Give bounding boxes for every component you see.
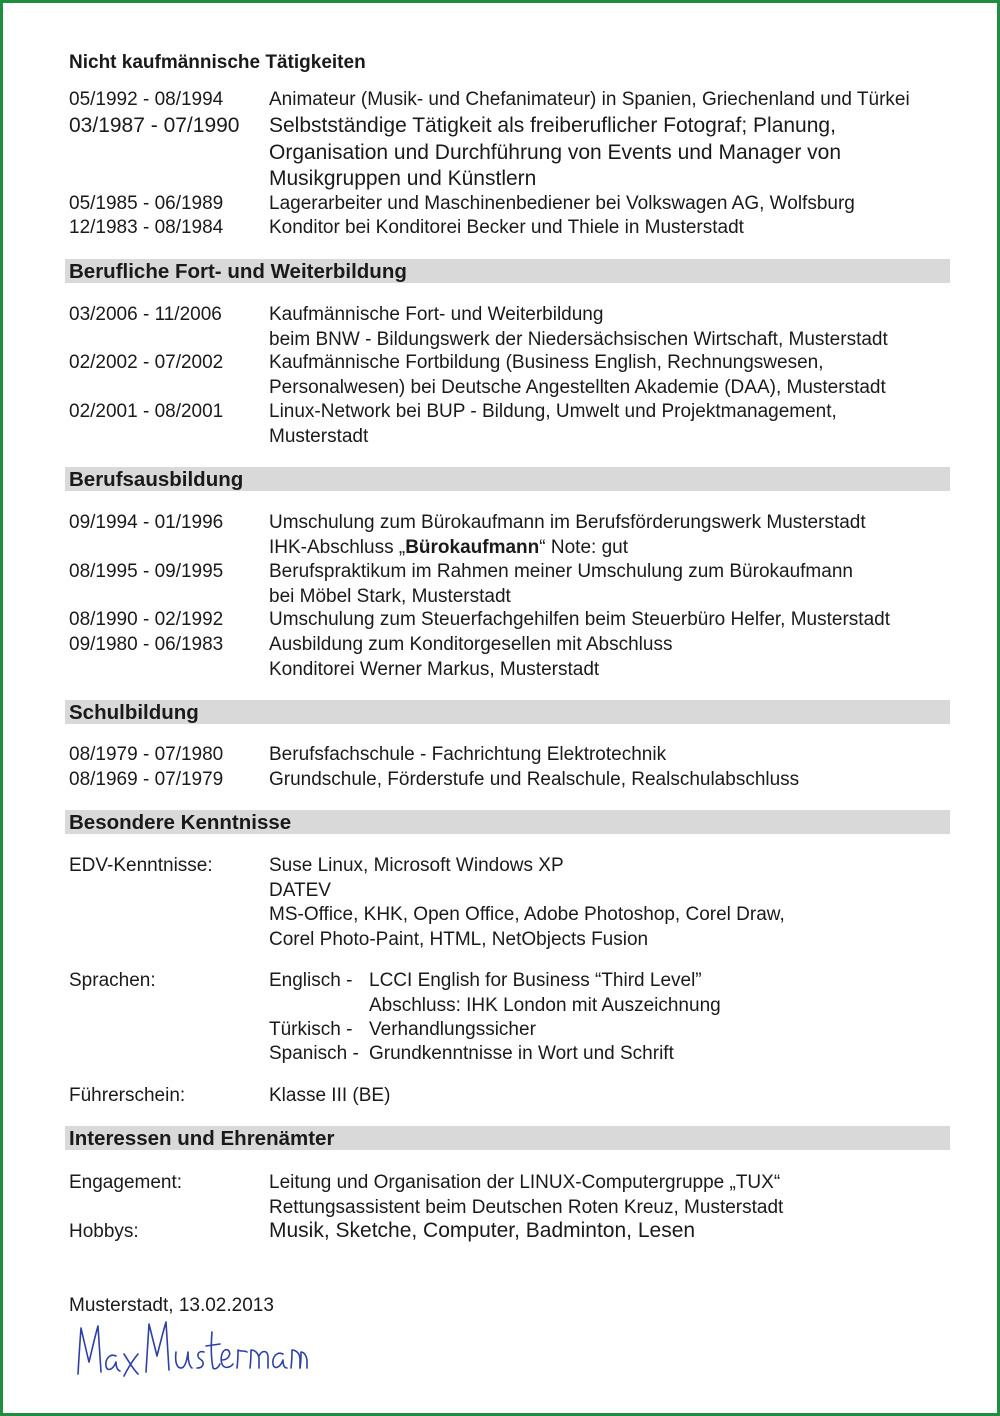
entry-line: Berufsfachschule - Fachrichtung Elektrotechnik: [269, 744, 667, 765]
edv-desc: [269, 854, 949, 952]
entry-line: Organisation und Durchführung von Events und Manager von: [269, 140, 842, 164]
edv-line: DATEV: [269, 879, 331, 901]
entry-line: beim BNW - Bildungswerk der Niedersächsischen Wirtschaft, Musterstadt: [269, 328, 888, 350]
entry-line: Kaufmännische Fortbildung (Business English, Rechnungswesen,: [269, 352, 824, 373]
entry-desc: [269, 633, 949, 682]
engagement-line: Leitung und Organisation der LINUX-Computergruppe „TUX“: [269, 1172, 781, 1193]
entry-desc: [269, 88, 949, 113]
language-line: Verhandlungssicher: [369, 1019, 536, 1040]
language-name: Englisch -: [269, 970, 353, 991]
ihk-suffix: “ Note: gut: [539, 536, 628, 558]
entry-line: bei Möbel Stark, Musterstadt: [269, 585, 511, 607]
entry-line: Umschulung zum Bürokaufmann im Berufsförderungswerk Musterstadt: [269, 512, 866, 533]
entry-line: Ausbildung zum Konditorgesellen mit Abschluss: [269, 634, 673, 655]
place-date: Musterstadt, 13.02.2013: [69, 1295, 274, 1316]
engagement-label: Engagement:: [69, 1172, 183, 1193]
entry-desc: [269, 511, 949, 560]
fuehrerschein-desc: [269, 1084, 949, 1109]
language-line: Abschluss: IHK London mit Auszeichnung: [369, 994, 721, 1016]
entry-desc: [269, 768, 949, 793]
entry-line: Konditorei Werner Markus, Musterstadt: [269, 658, 600, 680]
section-header-ausbildung: [65, 467, 950, 491]
engagement-line: Rettungsassistent beim Deutschen Roten Kreuz, Musterstadt: [269, 1196, 784, 1218]
ihk-prefix: IHK-Abschluss „: [269, 536, 406, 558]
entry-line: Umschulung zum Steuerfachgehilfen beim Steuerbüro Helfer, Musterstadt: [269, 609, 890, 630]
entry-date: 09/1980 - 06/1983: [69, 634, 224, 655]
section-header-fortbildung: [65, 259, 950, 283]
entry-desc: [269, 560, 949, 609]
section-title: Besondere Kenntnisse: [69, 811, 292, 834]
entry-desc: [269, 216, 949, 241]
entry-date: 08/1990 - 02/1992: [69, 609, 224, 630]
edv-line: Suse Linux, Microsoft Windows XP: [269, 855, 564, 876]
language-desc: [369, 969, 721, 1018]
entry-line: Kaufmännische Fort- und Weiterbildung: [269, 304, 604, 325]
entry-date: 05/1992 - 08/1994: [69, 89, 224, 110]
entry-line: Musterstadt: [269, 425, 369, 447]
language-desc: [369, 1042, 674, 1067]
engagement-desc: [269, 1171, 949, 1220]
language-name: Spanisch -: [269, 1043, 359, 1064]
entry-date: 03/1987 - 07/1990: [69, 114, 240, 137]
section-title: Berufsausbildung: [69, 468, 244, 491]
section-title-nicht-kaufm: Nicht kaufmännische Tätigkeiten: [69, 52, 366, 73]
language-line: Grundkenntnisse in Wort und Schrift: [369, 1043, 674, 1064]
entry-line: Musikgruppen und Künstlern: [269, 167, 537, 190]
ihk-line: [269, 536, 949, 561]
language-line: LCCI English for Business “Third Level”: [369, 970, 702, 991]
section-title: Schulbildung: [69, 701, 199, 724]
entry-line: Animateur (Musik- und Chefanimateur) in Spanien, Griechenland und Türkei: [269, 89, 910, 110]
entry-desc: [269, 303, 949, 352]
edv-line: Corel Photo-Paint, HTML, NetObjects Fusion: [269, 928, 649, 950]
section-title: Berufliche Fort- und Weiterbildung: [69, 260, 407, 283]
language-desc: [369, 1018, 536, 1043]
entry-desc: [269, 192, 949, 217]
language-name: Türkisch -: [269, 1019, 353, 1040]
entry-desc: [269, 743, 949, 768]
hobbys-value: Musik, Sketche, Computer, Badminton, Lesen: [269, 1219, 696, 1242]
entry-date: 03/2006 - 11/2006: [69, 304, 222, 325]
entry-line: Personalwesen) bei Deutsche Angestellten Akademie (DAA), Musterstadt: [269, 376, 886, 398]
ihk-bold: Bürokaufmann: [405, 536, 540, 558]
entry-line: Lagerarbeiter und Maschinenbediener bei Volkswagen AG, Wolfsburg: [269, 193, 855, 214]
entry-line: Konditor bei Konditorei Becker und Thiele in Musterstadt: [269, 217, 744, 238]
section-title: Interessen und Ehrenämter: [69, 1127, 335, 1150]
entry-line: Linux-Network bei BUP - Bildung, Umwelt und Projektmanagement,: [269, 401, 837, 422]
section-header-interessen: [65, 1126, 950, 1150]
entry-line: Berufspraktikum im Rahmen meiner Umschulung zum Bürokaufmann: [269, 561, 853, 582]
fuehrerschein-label: Führerschein:: [69, 1085, 186, 1106]
hobbys-desc: [269, 1218, 949, 1245]
entry-desc: [269, 351, 949, 400]
entry-desc: [269, 400, 949, 449]
hobbys-label: Hobbys:: [69, 1221, 139, 1242]
entry-date: 02/2002 - 07/2002: [69, 352, 224, 373]
entry-date: 05/1985 - 06/1989: [69, 193, 224, 214]
entry-date: 08/1995 - 09/1995: [69, 561, 224, 582]
entry-line: Grundschule, Förderstufe und Realschule, Realschulabschluss: [269, 769, 800, 790]
entry-date: 08/1979 - 07/1980: [69, 744, 224, 765]
fuehrerschein-value: Klasse III (BE): [269, 1085, 391, 1106]
edv-line: MS-Office, KHK, Open Office, Adobe Photoshop, Corel Draw,: [269, 904, 785, 925]
entry-date: 12/1983 - 08/1984: [69, 217, 224, 238]
sprachen-label: Sprachen:: [69, 970, 156, 991]
entry-desc: [269, 608, 949, 633]
section-header-kenntnisse: [65, 810, 950, 834]
entry-date: 02/2001 - 08/2001: [69, 401, 224, 422]
entry-date: 09/1994 - 01/1996: [69, 512, 224, 533]
handwritten-signature: [70, 1316, 310, 1382]
entry-line: Selbstständige Tätigkeit als freiberuflicher Fotograf; Planung,: [269, 114, 836, 137]
entry-date: 08/1969 - 07/1979: [69, 769, 224, 790]
section-header-schulbildung: [65, 700, 950, 724]
edv-label: EDV-Kenntnisse:: [69, 855, 213, 876]
entry-desc: [269, 113, 949, 193]
